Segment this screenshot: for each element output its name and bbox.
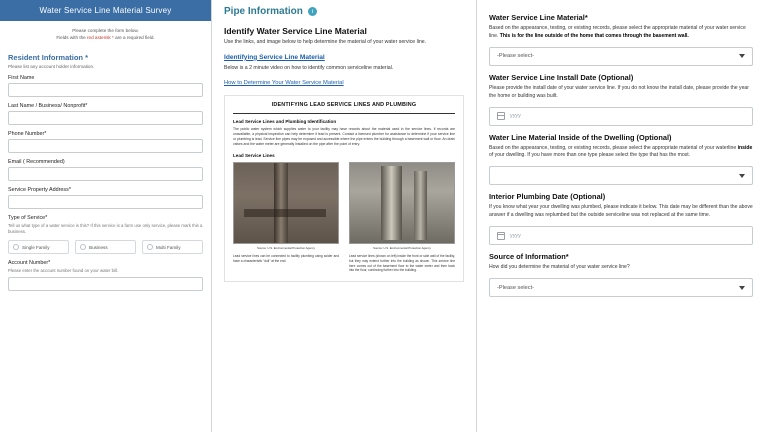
material-help-bold: This is for the line outside of the home that comes through the basement wall.	[499, 32, 689, 39]
account-number-help: Please enter the account number found on your water bill.	[8, 268, 119, 274]
inside-help-post: of your dwelling. If you have more than one type please select the type that has the most.	[489, 152, 691, 159]
interior-plumbing-date-placeholder: yyyy	[510, 232, 521, 239]
survey-title: Water Service Line Material Survey	[39, 6, 172, 15]
phone-number-label: Phone Number*	[8, 130, 47, 137]
pipe-information-column	[212, 0, 477, 432]
radio-business[interactable]	[75, 240, 136, 254]
material-help-text: Based on the appearance, testing, or existing records, please select the appropriate material of your water service line.	[489, 25, 746, 39]
instructions-prefix: Fields with the	[56, 34, 87, 40]
poster-photo-cell-left	[233, 162, 339, 250]
poster-photo-row	[233, 162, 455, 250]
water-service-line-material-select[interactable]	[489, 47, 753, 66]
interior-plumbing-date-input[interactable]	[489, 226, 753, 245]
service-type-label: Type of Service*	[8, 214, 48, 221]
install-date-placeholder: yyyy	[510, 113, 521, 120]
survey-instructions	[0, 21, 211, 44]
phone-number-input[interactable]	[8, 139, 203, 153]
inside-help-bold: inside	[737, 144, 753, 151]
radio-icon	[147, 244, 153, 250]
radio-icon	[80, 244, 86, 250]
poster-subtitle-identification: Lead Service Lines and Plumbing Identification	[233, 118, 337, 124]
radio-single-family[interactable]	[8, 240, 69, 254]
chevron-down-icon	[739, 286, 745, 290]
photo-left-caption: Source: U.S. Environmental Protection Agency	[257, 246, 315, 251]
info-icon[interactable]: i	[308, 7, 317, 16]
poster-title: IDENTIFYING LEAD SERVICE LINES AND PLUMBING	[271, 101, 417, 108]
interior-plumbing-date-help: If you know what year your dwelling was plumbed, please indicate it below. This date may be different than the above answer if a dwelling was replumbed but the outside serviceline was not replaced at the same time.	[489, 204, 753, 219]
chevron-down-icon	[739, 54, 745, 58]
source-select-value: -Please select-	[497, 284, 534, 291]
source-of-information-label: Source of Information*	[489, 252, 569, 262]
instructions-suffix: are a required field.	[113, 34, 155, 40]
first-name-input[interactable]	[8, 83, 203, 97]
service-type-help: Tell us what type of a water service is this? If this service is a farm use only service, please mark this a business.	[8, 222, 203, 234]
inside-help-pre: Based on the appearance, testing, or existing records, please select the appropriate material of your waterline	[489, 144, 738, 151]
service-address-input[interactable]	[8, 195, 203, 209]
lead-service-line-poster	[224, 95, 464, 283]
service-type-options	[8, 240, 203, 254]
radio-business-label: Business	[89, 244, 108, 250]
email-input[interactable]	[8, 167, 203, 181]
lead-pipe-photo-left	[233, 162, 339, 244]
poster-note-cell-right	[349, 250, 455, 273]
resident-section-title: Resident Information *	[8, 52, 89, 62]
identifying-service-line-material-link[interactable]: Identifying Service Line Material	[224, 53, 325, 61]
material-details-column	[477, 0, 767, 432]
radio-multi-family-label: Multi Family	[156, 244, 181, 250]
poster-body-text: The public water system which supplies water to your facility may have records about the material used in the service lines. If records are unavailable, a physical inspection can help determine if lead is present. Contact a licensed plumber for assistance to determine if your service line or plumbing is lead. Service line pipes may be exposed and accessible where the pipe enters the building through a basement wall or floor. An drain valves and the water meter are generally installed on the pipe after the point of entry.	[233, 126, 455, 146]
inside-material-label: Water Line Material Inside of the Dwelling (Optional)	[489, 132, 672, 142]
radio-icon	[13, 244, 19, 250]
poster-photo-cell-right	[349, 162, 455, 250]
source-of-information-help: How did you determine the material of your water service line?	[489, 264, 630, 271]
last-name-input[interactable]	[8, 111, 203, 125]
calendar-icon	[497, 232, 505, 240]
install-date-input[interactable]	[489, 107, 753, 126]
poster-divider	[233, 113, 455, 114]
source-of-information-select[interactable]	[489, 278, 753, 297]
install-date-help: Please provide the install date of your water service line. If you do not know the install date, please provide the year the home or building was built.	[489, 84, 749, 99]
resident-form	[0, 44, 211, 292]
video-description: Below is a 2 minute video on how to identify common serviceline material.	[224, 64, 394, 71]
radio-single-family-label: Single Family	[22, 244, 50, 250]
pipe-information-title: Pipe Information	[224, 6, 303, 17]
photo-left-note: Lead service lines can be connected to facility plumbing using solder and have a characteristic "dull" at the end.	[233, 254, 339, 263]
water-service-line-material-help	[489, 25, 753, 41]
account-number-input[interactable]	[8, 277, 203, 291]
lead-pipe-photo-right	[349, 162, 455, 244]
last-name-label: Last Name / Business/ Nonprofit*	[8, 102, 88, 109]
email-label: Email ( Recommended)	[8, 158, 65, 165]
resident-info-column	[0, 0, 212, 432]
calendar-icon	[497, 112, 505, 120]
material-select-value: -Please select-	[497, 53, 534, 60]
first-name-label: First Name	[8, 74, 35, 81]
survey-title-bar	[0, 0, 211, 21]
identify-material-heading: Identify Water Service Line Material	[224, 26, 367, 36]
chevron-down-icon	[739, 174, 745, 178]
poster-note-row	[233, 250, 455, 273]
inside-material-help	[489, 145, 753, 161]
inside-material-select[interactable]	[489, 166, 753, 185]
photo-right-caption: Source: U.S. Environmental Protection Agency	[373, 246, 431, 251]
service-address-label: Service Property Address*	[8, 186, 71, 193]
account-number-label: Account Number*	[8, 260, 51, 267]
water-service-line-material-label: Water Service Line Material*	[489, 13, 588, 22]
survey-instructions-line2	[10, 35, 201, 42]
identify-material-paragraph: Use the links, and image below to help determine the material of your water service line.	[224, 39, 427, 45]
poster-subtitle-lead-service-lines: Lead Service Lines	[233, 153, 275, 159]
survey-instructions-line1: Please complete the form below.	[72, 28, 139, 33]
photo-right-note: Lead service lines (shown on left) inside the front or side wall of the facility, but they may extend further into the building as shown. This service line here comes out of the basement floor to the water meter and then back into the floor, continuing further into the building.	[349, 254, 455, 273]
required-asterisk-note: red asterisk *	[86, 34, 114, 40]
install-date-label: Water Service Line Install Date (Optional)	[489, 72, 634, 82]
poster-note-cell-left	[233, 250, 339, 273]
interior-plumbing-date-label: Interior Plumbing Date (Optional)	[489, 192, 606, 202]
resident-section-subtitle: Please list any account holder information.	[8, 63, 95, 69]
radio-multi-family[interactable]	[142, 240, 203, 254]
pipe-information-header	[222, 0, 466, 20]
how-to-determine-material-link[interactable]: How to Determine Your Water Service Material	[224, 79, 344, 86]
